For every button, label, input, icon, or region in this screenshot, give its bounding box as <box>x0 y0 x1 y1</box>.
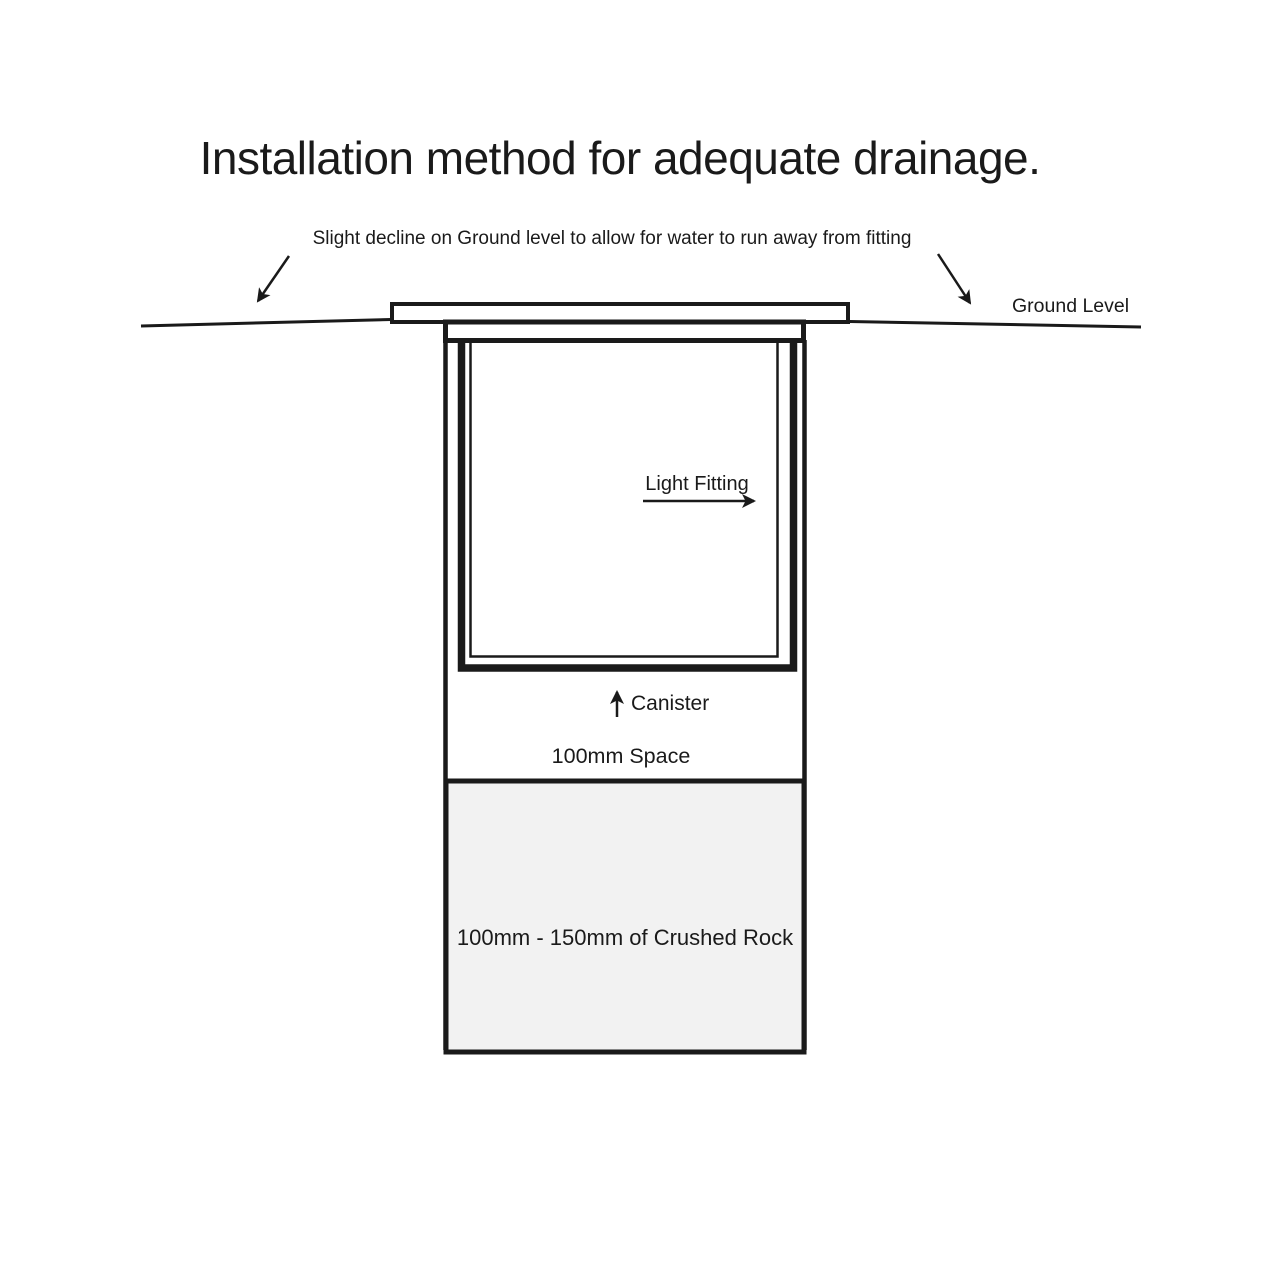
decline-annotation: Slight decline on Ground level to allow for water to run away from fitting <box>312 228 912 249</box>
ground-level-label: Ground Level <box>1012 295 1130 317</box>
page-title: Installation method for adequate drainage. <box>199 132 1041 184</box>
decline-arrow-left-icon <box>258 256 289 301</box>
space-label: 100mm Space <box>551 744 691 768</box>
light-fitting-outline <box>471 342 778 657</box>
light-fitting-label: Light Fitting <box>645 473 749 495</box>
ground-line-right <box>849 322 1141 328</box>
crushed-rock-bed <box>446 781 804 1052</box>
ground-line-left <box>141 320 391 327</box>
flange-lip <box>446 322 804 341</box>
canister-label: Canister <box>631 692 710 715</box>
flange-plate <box>392 304 848 322</box>
canister-outline <box>462 341 794 668</box>
crushed-rock-label: 100mm - 150mm of Crushed Rock <box>456 925 794 950</box>
decline-arrow-right-icon <box>938 254 970 303</box>
